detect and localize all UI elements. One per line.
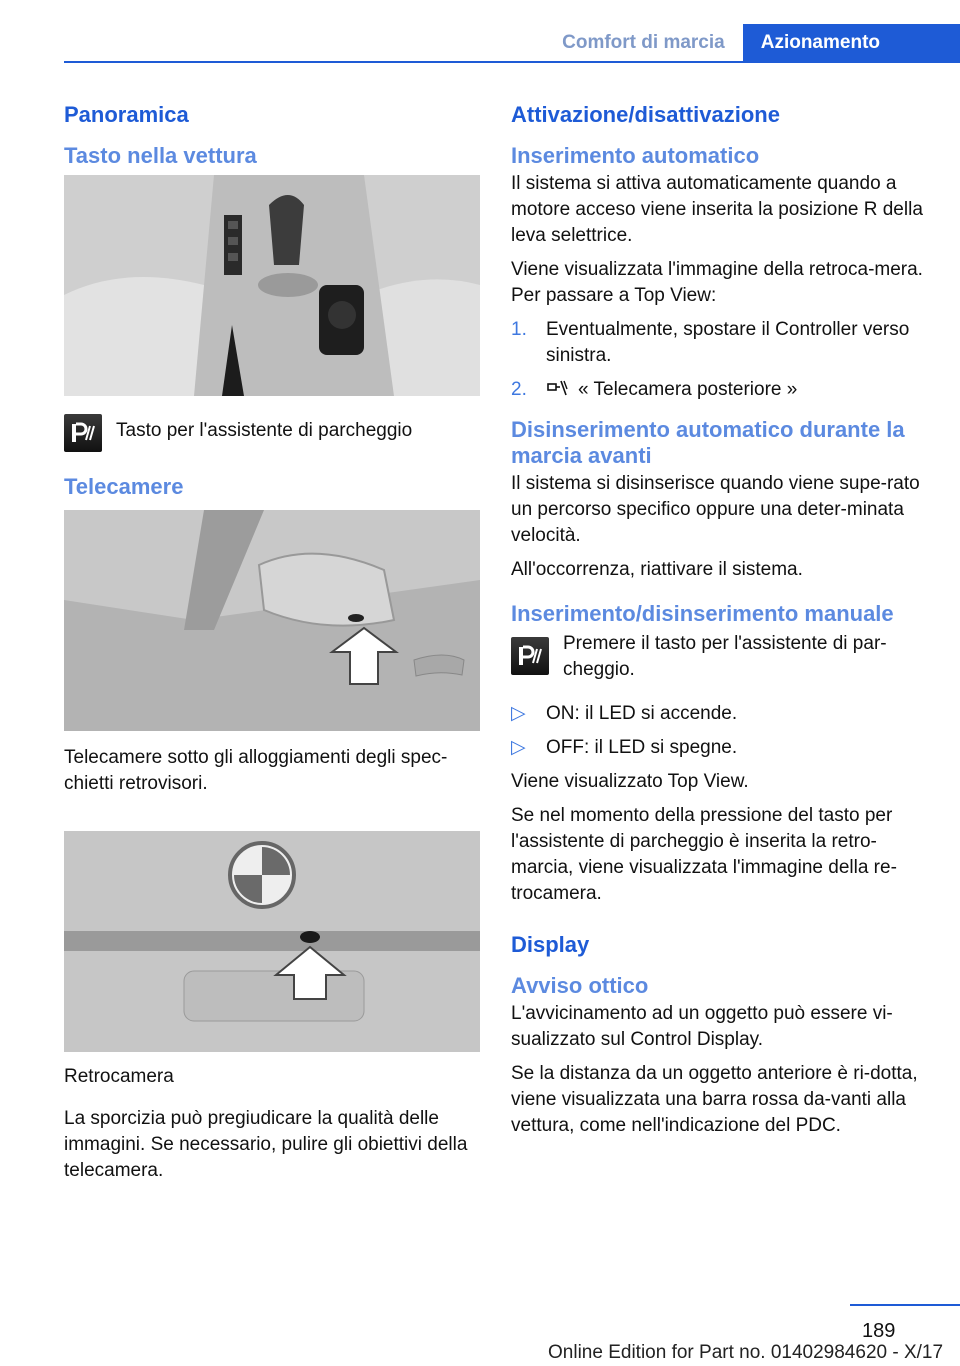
- left-column: [64, 97, 480, 1192]
- step-number: 1.: [511, 319, 527, 340]
- auto-on-steps: [511, 317, 931, 403]
- key-caption: Tasto per l'assistente di parcheggio: [116, 420, 413, 441]
- right-column: [511, 97, 931, 1147]
- list-item: [511, 701, 931, 727]
- step-number: 2.: [511, 379, 527, 400]
- rear-camera-photo: [64, 831, 480, 1052]
- manual-instruction-row: [511, 631, 931, 683]
- subheading-cameras: Telecamere: [64, 474, 184, 499]
- list-item: [511, 377, 931, 403]
- mirror-caption: Telecamere sotto gli alloggiamenti degli spec-chietti retrovisori.: [64, 747, 448, 794]
- dirt-note: La sporcizia può pregiudicare la qualità delle immagini. Se necessario, pulire gli obiettivi della telecamera.: [64, 1108, 468, 1181]
- mirror-photo: [64, 510, 480, 731]
- list-item: [511, 317, 931, 369]
- step-text: Eventualmente, spostare il Controller verso sinistra.: [546, 319, 910, 366]
- heading-activation: Attivazione/disattivazione: [511, 102, 780, 127]
- bullet-marker: ▷: [511, 737, 526, 758]
- auto-on-text-1: Il sistema si attiva automaticamente quando a motore acceso viene inserita la posizione R della leva selettrice.: [511, 173, 923, 246]
- list-item: [511, 735, 931, 761]
- visual-text-2: Se la distanza da un oggetto anteriore è ri-dotta, viene visualizzata una barra rossa da-vanti alla vettura, come nell'indicazione del PDC.: [511, 1063, 918, 1136]
- auto-on-text-2: Viene visualizzata l'immagine della retroca-mera. Per passare a Top View:: [511, 259, 923, 306]
- auto-off-text-2: All'occorrenza, riattivare il sistema.: [511, 559, 803, 580]
- bullet-text: OFF: il LED si spegne.: [546, 737, 738, 758]
- subheading-visual-warning: Avviso ottico: [511, 973, 649, 998]
- step-text: « Telecamera posteriore »: [578, 379, 798, 400]
- manual-instruction: Premere il tasto per l'assistente di par-cheggio.: [563, 633, 887, 680]
- parking-assistant-key-icon: [511, 637, 549, 675]
- heading-panoramica: Panoramica: [64, 102, 189, 127]
- bullet-text: ON: il LED si accende.: [546, 703, 738, 724]
- bullet-marker: ▷: [511, 703, 526, 724]
- heading-display: Display: [511, 932, 590, 957]
- visual-text-1: L'avvicinamento ad un oggetto può essere vi-sualizzato sul Control Display.: [511, 1003, 893, 1050]
- footer-rule: [850, 1304, 960, 1306]
- auto-off-text-1: Il sistema si disinserisce quando viene supe-rato un percorso specifico oppure una deter-minata velocità.: [511, 473, 920, 546]
- header-tabs: [544, 24, 960, 62]
- manual-text-2: Se nel momento della pressione del tasto per l'assistente di parcheggio è inserita la retro-marcia, viene visualizzata l'immagine della re-trocamera.: [511, 805, 897, 904]
- parking-assistant-key-icon: [64, 414, 102, 452]
- subheading-auto-off: Disinserimento automatico durante la marcia avanti: [511, 417, 905, 468]
- manual-text-1: Viene visualizzato Top View.: [511, 771, 749, 792]
- rear-camera-icon: [546, 378, 568, 398]
- header-chapter: Azionamento: [743, 24, 960, 62]
- edition-footer: Online Edition for Part no. 01402984620 - X/17: [548, 1342, 944, 1363]
- rear-caption: Retrocamera: [64, 1066, 174, 1087]
- subheading-auto-on: Inserimento automatico: [511, 143, 760, 168]
- console-photo: [64, 175, 480, 396]
- header-section: Comfort di marcia: [562, 32, 725, 53]
- manual-bullets: [511, 701, 931, 761]
- subheading-key: Tasto nella vettura: [64, 143, 257, 168]
- subheading-manual: Inserimento/disinserimento manuale: [511, 601, 894, 626]
- header-rule: [64, 61, 960, 63]
- page-number: 189: [862, 1320, 896, 1342]
- key-caption-row: [64, 414, 480, 452]
